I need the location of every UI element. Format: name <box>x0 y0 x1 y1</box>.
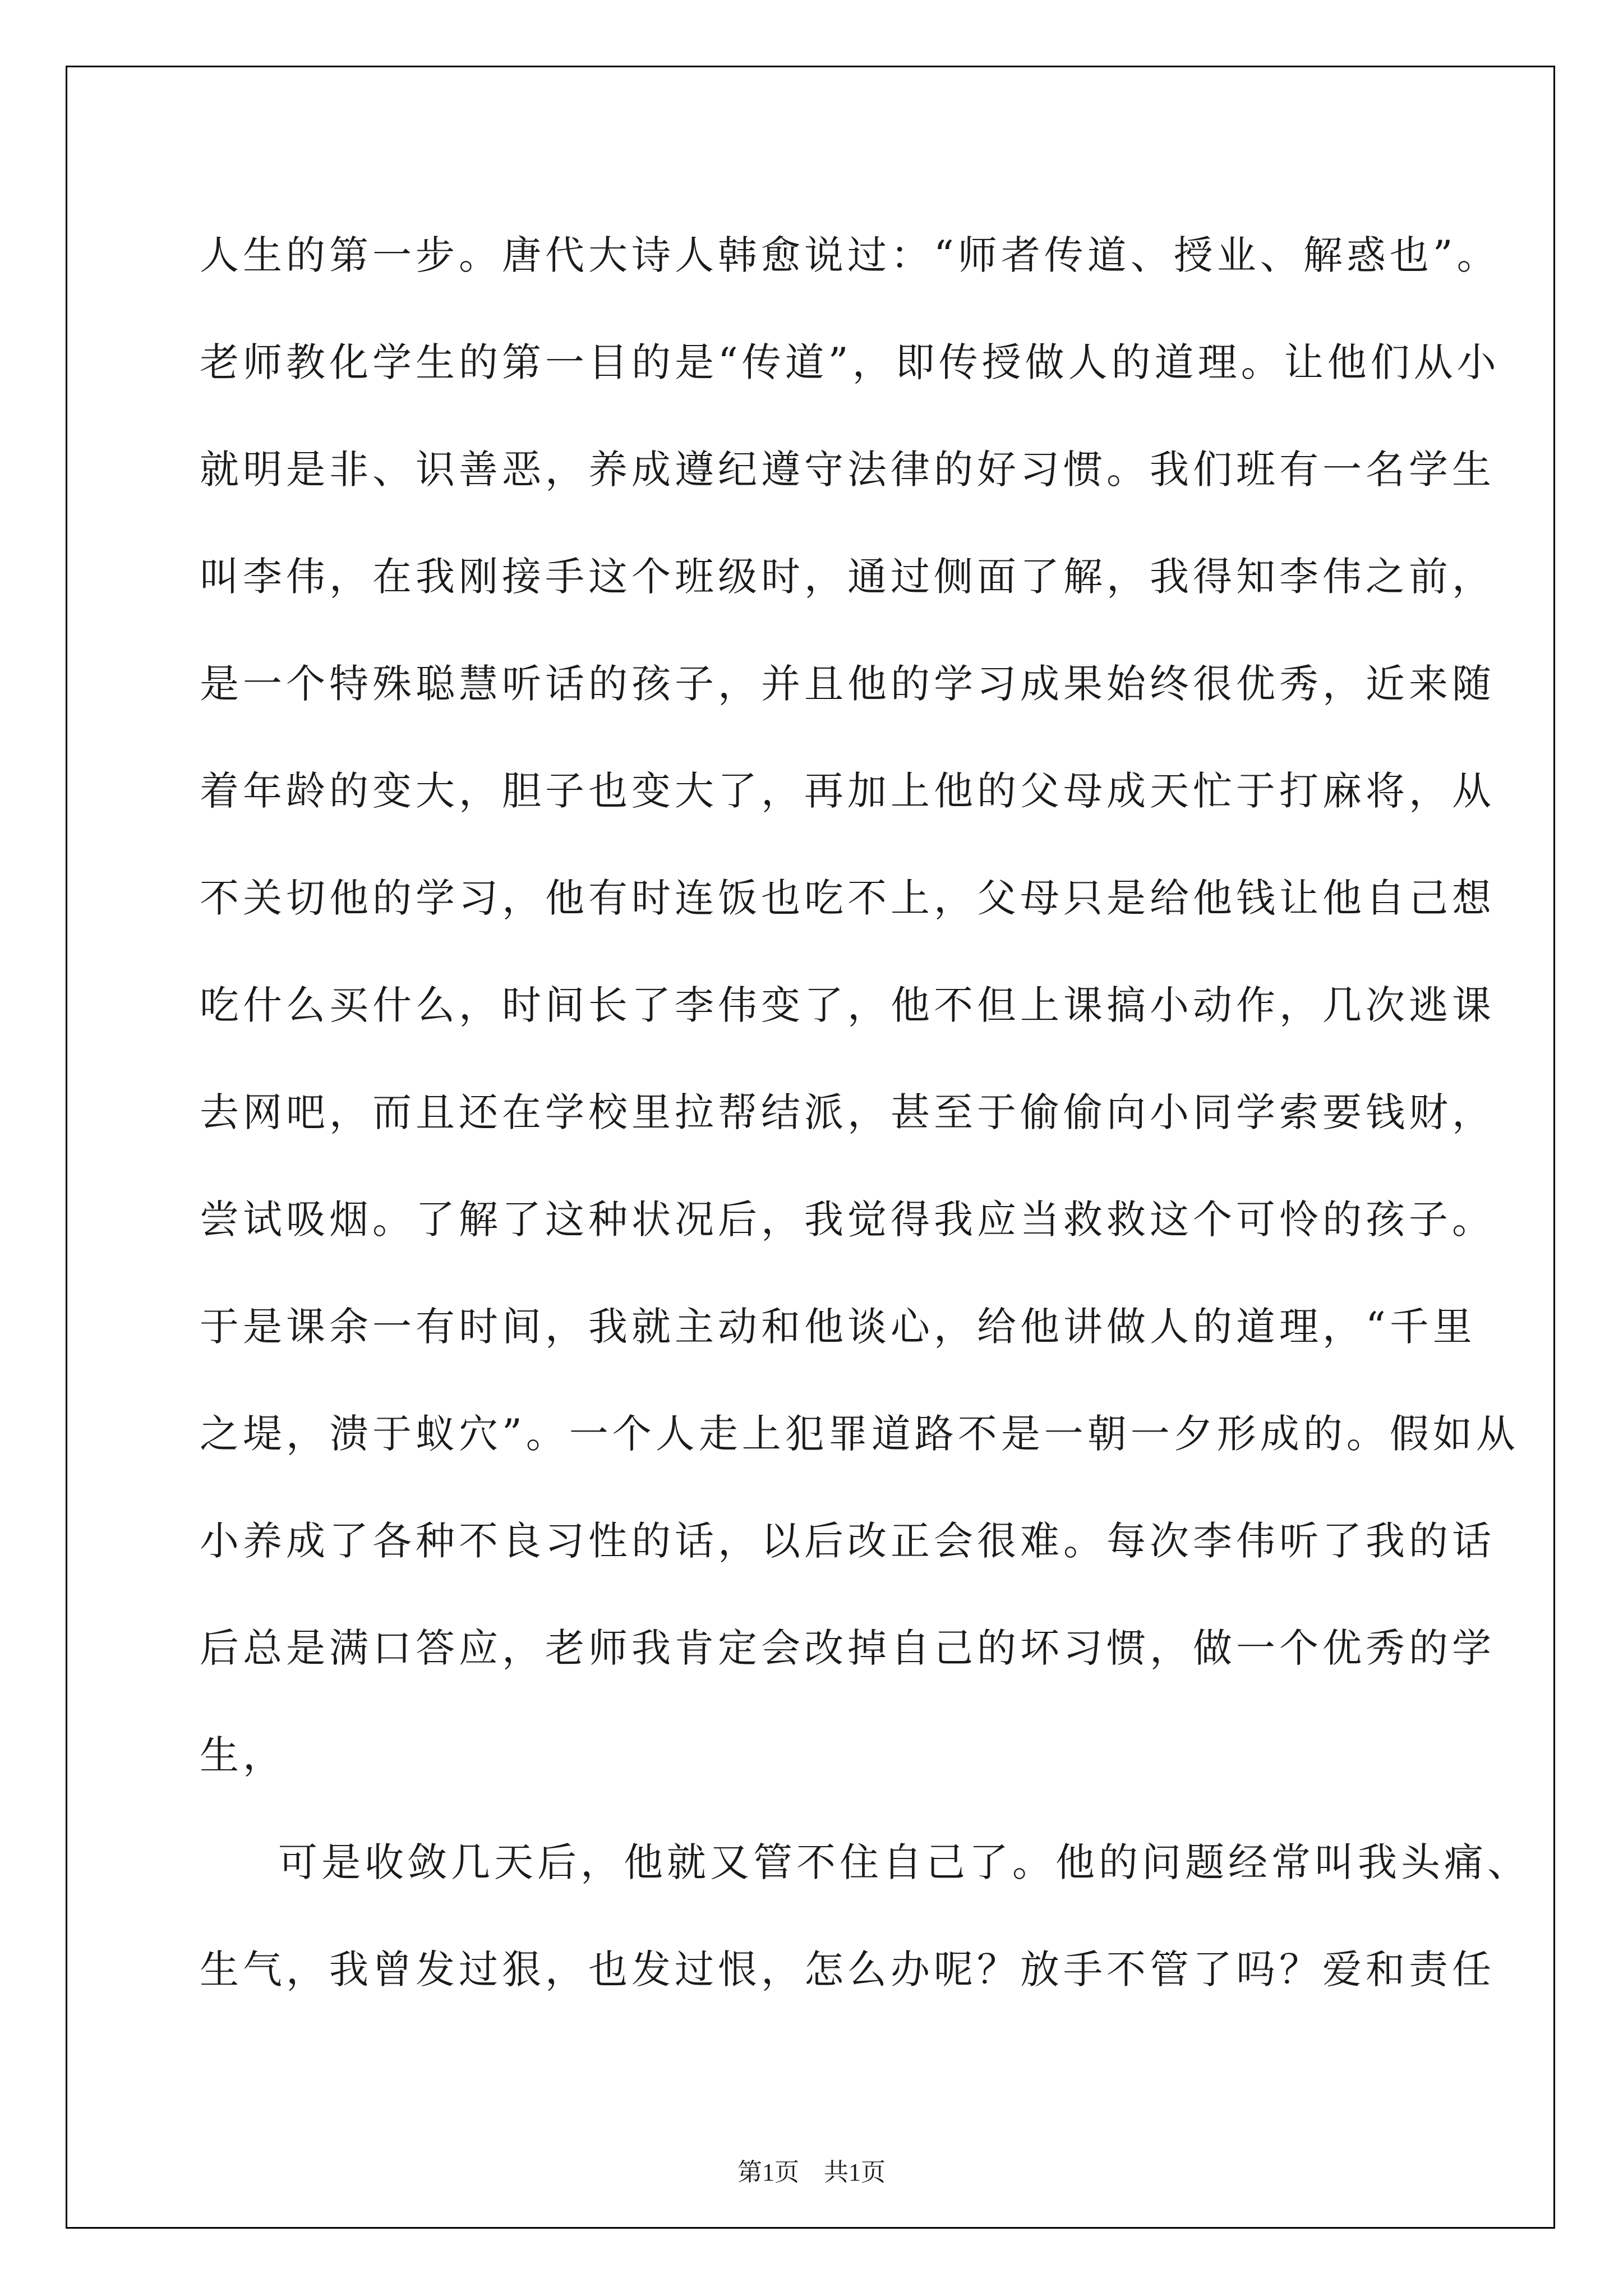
text-line: 生气，我曾发过狠，也发过恨，怎么办呢？放手不管了吗？爱和责任 <box>200 1947 1495 1993</box>
text-line: 老师教化学生的第一目的是“传道”，即传授做人的道理。让他们从小 <box>200 339 1500 385</box>
document-body <box>200 202 1530 2023</box>
text-line: 于是课余一有时间，我就主动和他谈心，给他讲做人的道理，“千里 <box>200 1304 1476 1350</box>
text-line: 小养成了各种不良习性的话，以后改正会很难。每次李伟听了我的话 <box>200 1518 1495 1564</box>
text-line: 着年龄的变大，胆子也变大了，再加上他的父母成天忙于打麻将，从 <box>200 768 1495 814</box>
text-line: 去网吧，而且还在学校里拉帮结派，甚至于偷偷向小同学索要钱财， <box>200 1089 1495 1135</box>
text-line: 不关切他的学习，他有时连饭也吃不上，父母只是给他钱让他自己想 <box>200 875 1495 921</box>
text-line: 之堤，溃于蚁穴”。一个人走上犯罪道路不是一朝一夕形成的。假如从 <box>200 1411 1519 1457</box>
text-line: 尝试吸烟。了解了这种状况后，我觉得我应当救救这个可怜的孩子。 <box>200 1197 1495 1243</box>
text-line: 可是收敛几天后，他就又管不住自己了。他的问题经常叫我头痛、 <box>278 1839 1530 1885</box>
text-line: 吃什么买什么，时间长了李伟变了，他不但上课搞小动作，几次逃课 <box>200 982 1495 1028</box>
page-number-footer: 第1页 共1页 <box>737 2159 886 2186</box>
text-line: 生， <box>200 1732 286 1778</box>
text-line: 人生的第一步。唐代大诗人韩愈说过：“师者传道、授业、解惑也”。 <box>200 232 1500 278</box>
text-line: 叫李伟，在我刚接手这个班级时，通过侧面了解，我得知李伟之前， <box>200 554 1495 600</box>
text-line: 后总是满口答应，老师我肯定会改掉自己的坏习惯，做一个优秀的学 <box>200 1625 1495 1671</box>
text-line: 是一个特殊聪慧听话的孩子，并且他的学习成果始终很优秀，近来随 <box>200 661 1495 707</box>
text-line: 就明是非、识善恶，养成遵纪遵守法律的好习惯。我们班有一名学生 <box>200 447 1495 493</box>
